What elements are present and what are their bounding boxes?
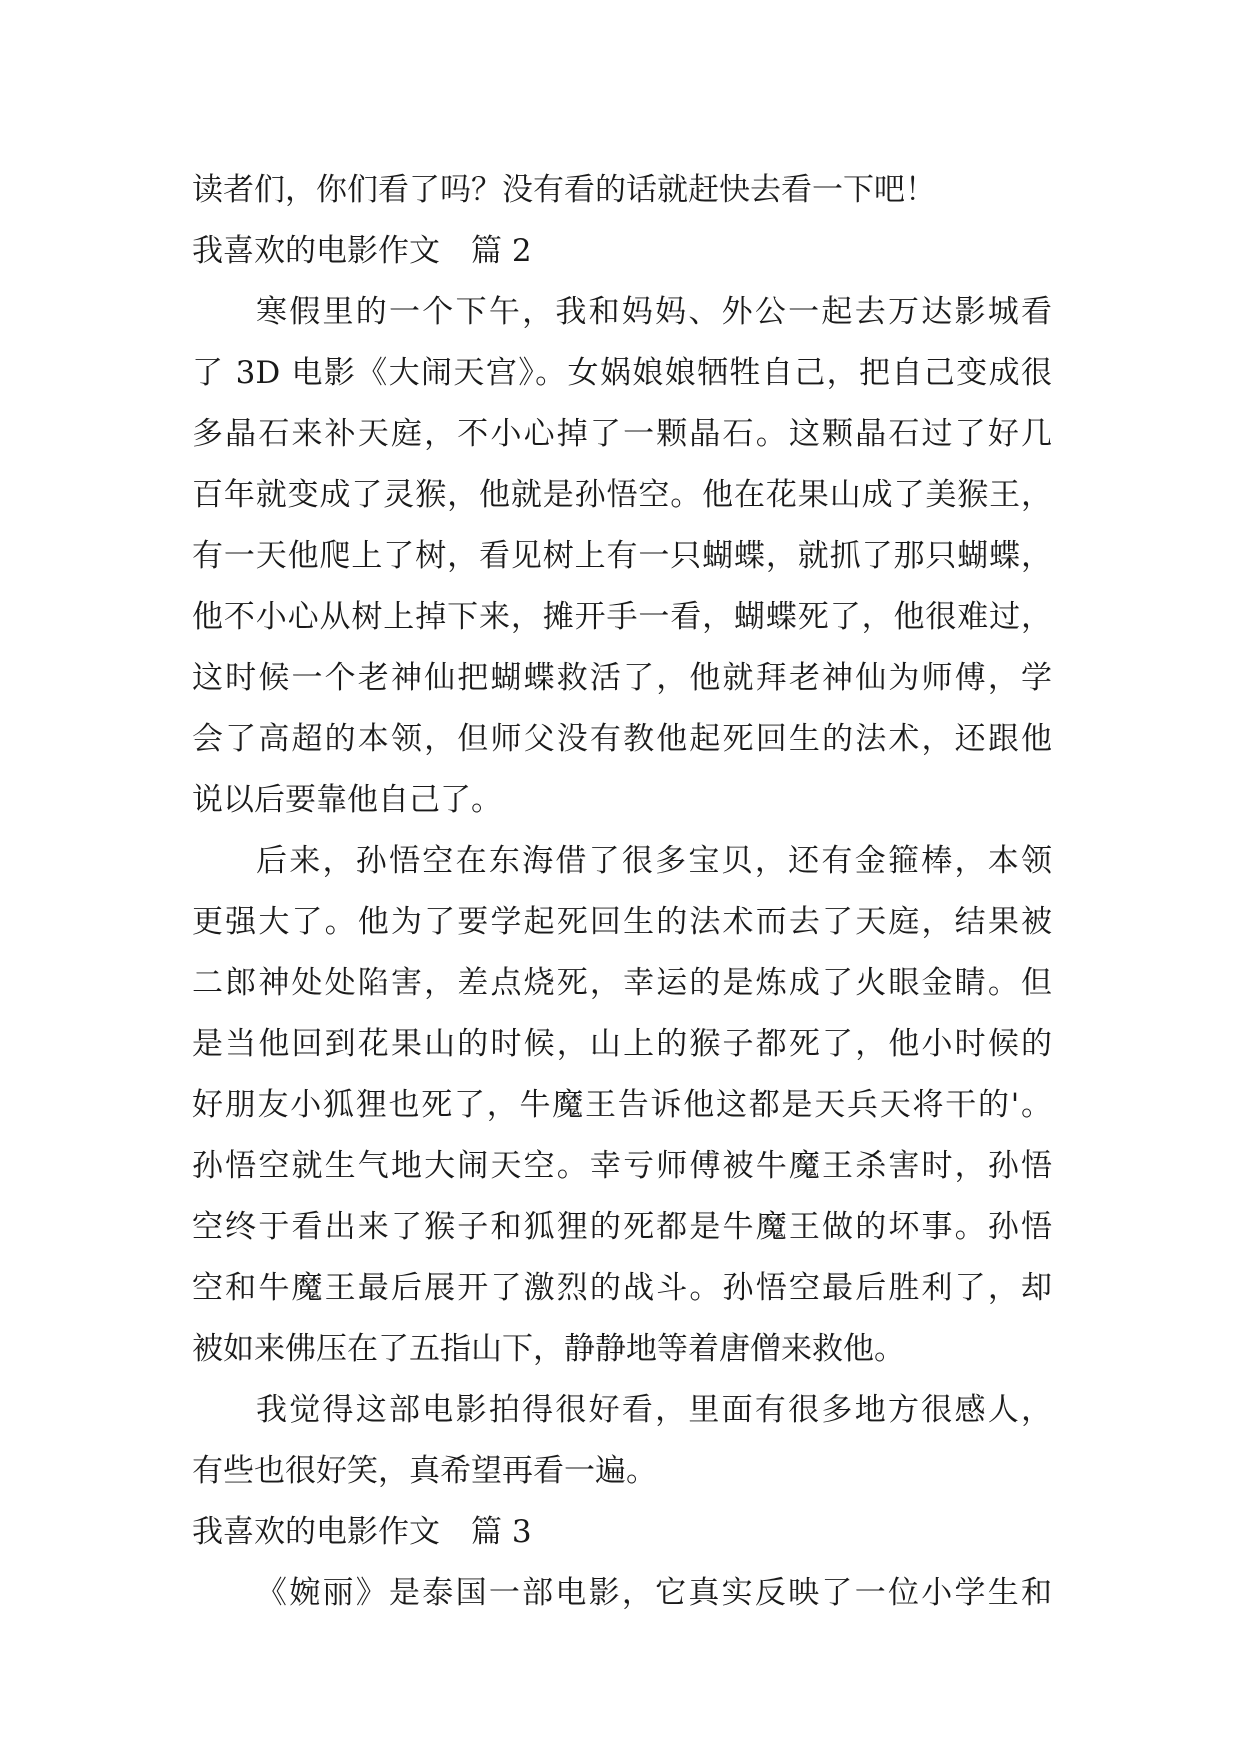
text-line: 他不小心从树上掉下来，摊开手一看，蝴蝶死了，他很难过， [192,599,1052,635]
text-line: 后来，孙悟空在东海借了很多宝贝，还有金箍棒，本领 [256,843,1052,879]
text-line: 孙悟空就生气地大闹天空。幸亏师傅被牛魔王杀害时，孙悟 [192,1148,1052,1184]
text-line: 有一天他爬上了树，看见树上有一只蝴蝶，就抓了那只蝴蝶， [192,538,1052,574]
section-heading-3: 我喜欢的电影作文 篇 3 [192,1514,532,1550]
text-line: 好朋友小狐狸也死了，牛魔王告诉他这都是天兵天将干的'。 [192,1087,1052,1123]
text-line: 我觉得这部电影拍得很好看，里面有很多地方很感人， [256,1392,1052,1428]
document-body [192,160,1052,1624]
intro-line: 读者们，你们看了吗？没有看的话就赶快去看一下吧！ [192,172,936,208]
text-line: 多晶石来补天庭，不小心掉了一颗晶石。这颗晶石过了好几 [192,416,1052,452]
paragraph [192,282,1052,831]
text-line: 会了高超的本领，但师父没有教他起死回生的法术，还跟他 [192,721,1052,757]
text-line: 这时候一个老神仙把蝴蝶救活了，他就拜老神仙为师傅，学 [192,660,1052,696]
text-line: 空和牛魔王最后展开了激烈的战斗。孙悟空最后胜利了，却 [192,1270,1052,1306]
text-line: 空终于看出来了猴子和狐狸的死都是牛魔王做的坏事。孙悟 [192,1209,1052,1245]
text-line: 有些也很好笑，真希望再看一遍。 [192,1453,657,1489]
paragraph [192,831,1052,1380]
text-line: 百年就变成了灵猴，他就是孙悟空。他在花果山成了美猴王， [192,477,1052,513]
text-line: 说以后要靠他自己了。 [192,782,502,818]
text-line: 是当他回到花果山的时候，山上的猴子都死了，他小时候的 [192,1026,1052,1062]
text-line: 二郎神处处陷害，差点烧死，幸运的是炼成了火眼金睛。但 [192,965,1052,1001]
text-line: 寒假里的一个下午，我和妈妈、外公一起去万达影城看 [256,294,1052,330]
section-heading-2: 我喜欢的电影作文 篇 2 [192,233,532,269]
text-line: 被如来佛压在了五指山下，静静地等着唐僧来救他。 [192,1331,905,1367]
text-line: 了 3D 电影《大闹天宫》。女娲娘娘牺牲自己，把自己变成很 [192,355,1052,391]
text-line: 更强大了。他为了要学起死回生的法术而去了天庭，结果被 [192,904,1052,940]
paragraph [192,1563,1052,1624]
text-line: 《婉丽》是泰国一部电影，它真实反映了一位小学生和 [256,1575,1052,1611]
paragraph [192,1380,1052,1502]
